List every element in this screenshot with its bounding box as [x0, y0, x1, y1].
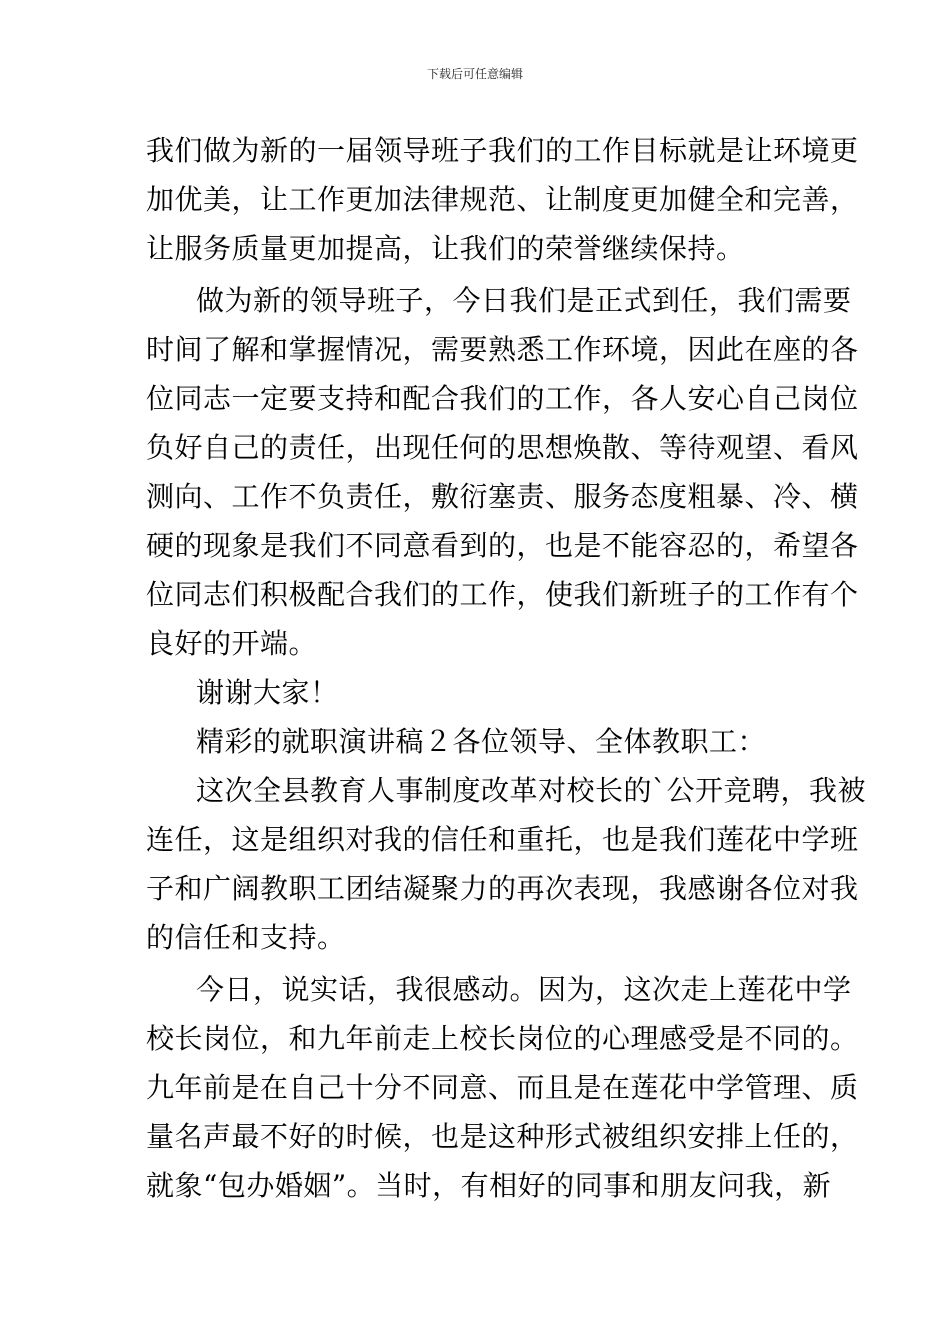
text-line: 子和广阔教职工团结凝聚力的再次表现，我感谢各位对我 [146, 872, 859, 905]
text-line: 让服务质量更加提高，让我们的荣誉继续保持。 [146, 232, 745, 265]
text-line: 量名声最不好的时候，也是这种形式被组织安排上任的， [146, 1120, 859, 1153]
page-header: 下载后可任意编辑 [426, 67, 523, 81]
text-line: 我们做为新的一届领导班子我们的工作目标就是让环境更 [146, 134, 859, 167]
text-line: 负好自己的责任，出现任何的思想焕散、等待观望、看风 [146, 431, 859, 464]
text-line: 谢谢大家！ [196, 676, 339, 709]
text-line: 今日，说实话，我很感动。因为，这次走上莲花中学 [196, 973, 852, 1006]
text-line: 做为新的领导班子，今日我们是正式到任，我们需要 [196, 284, 852, 317]
text-line: 连任，这是组织对我的信任和重托，也是我们莲花中学班 [146, 823, 859, 856]
text-line: 位同志一定要支持和配合我们的工作，各人安心自己岗位 [146, 382, 859, 415]
text-line: 位同志们积极配合我们的工作，使我们新班子的工作有个 [146, 578, 859, 611]
text-line: 的信任和支持。 [146, 921, 346, 954]
text-line: 九年前是在自己十分不同意、而且是在莲花中学管理、质 [146, 1071, 859, 1104]
text-line: 良好的开端。 [146, 627, 318, 660]
document-body [146, 126, 867, 1210]
text-line: 就象“包办婚姻”。当时，有相好的同事和朋友问我，新 [146, 1169, 832, 1202]
text-line: 加优美，让工作更加法律规范、让制度更加健全和完善， [146, 183, 859, 216]
text-line: 硬的现象是我们不同意看到的，也是不能容忍的，希望各 [146, 529, 859, 562]
text-line: 校长岗位，和九年前走上校长岗位的心理感受是不同的。 [146, 1022, 859, 1055]
text-line: 这次全县教育人事制度改革对校长的`公开竞聘，我被 [196, 774, 867, 807]
text-line: 精彩的就职演讲稿２各位领导、全体教职工： [196, 725, 767, 758]
text-line: 时间了解和掌握情况，需要熟悉工作环境，因此在座的各 [146, 333, 859, 366]
text-line: 测向、工作不负责任，敷衍塞责、服务态度粗暴、冷、横 [146, 480, 859, 513]
